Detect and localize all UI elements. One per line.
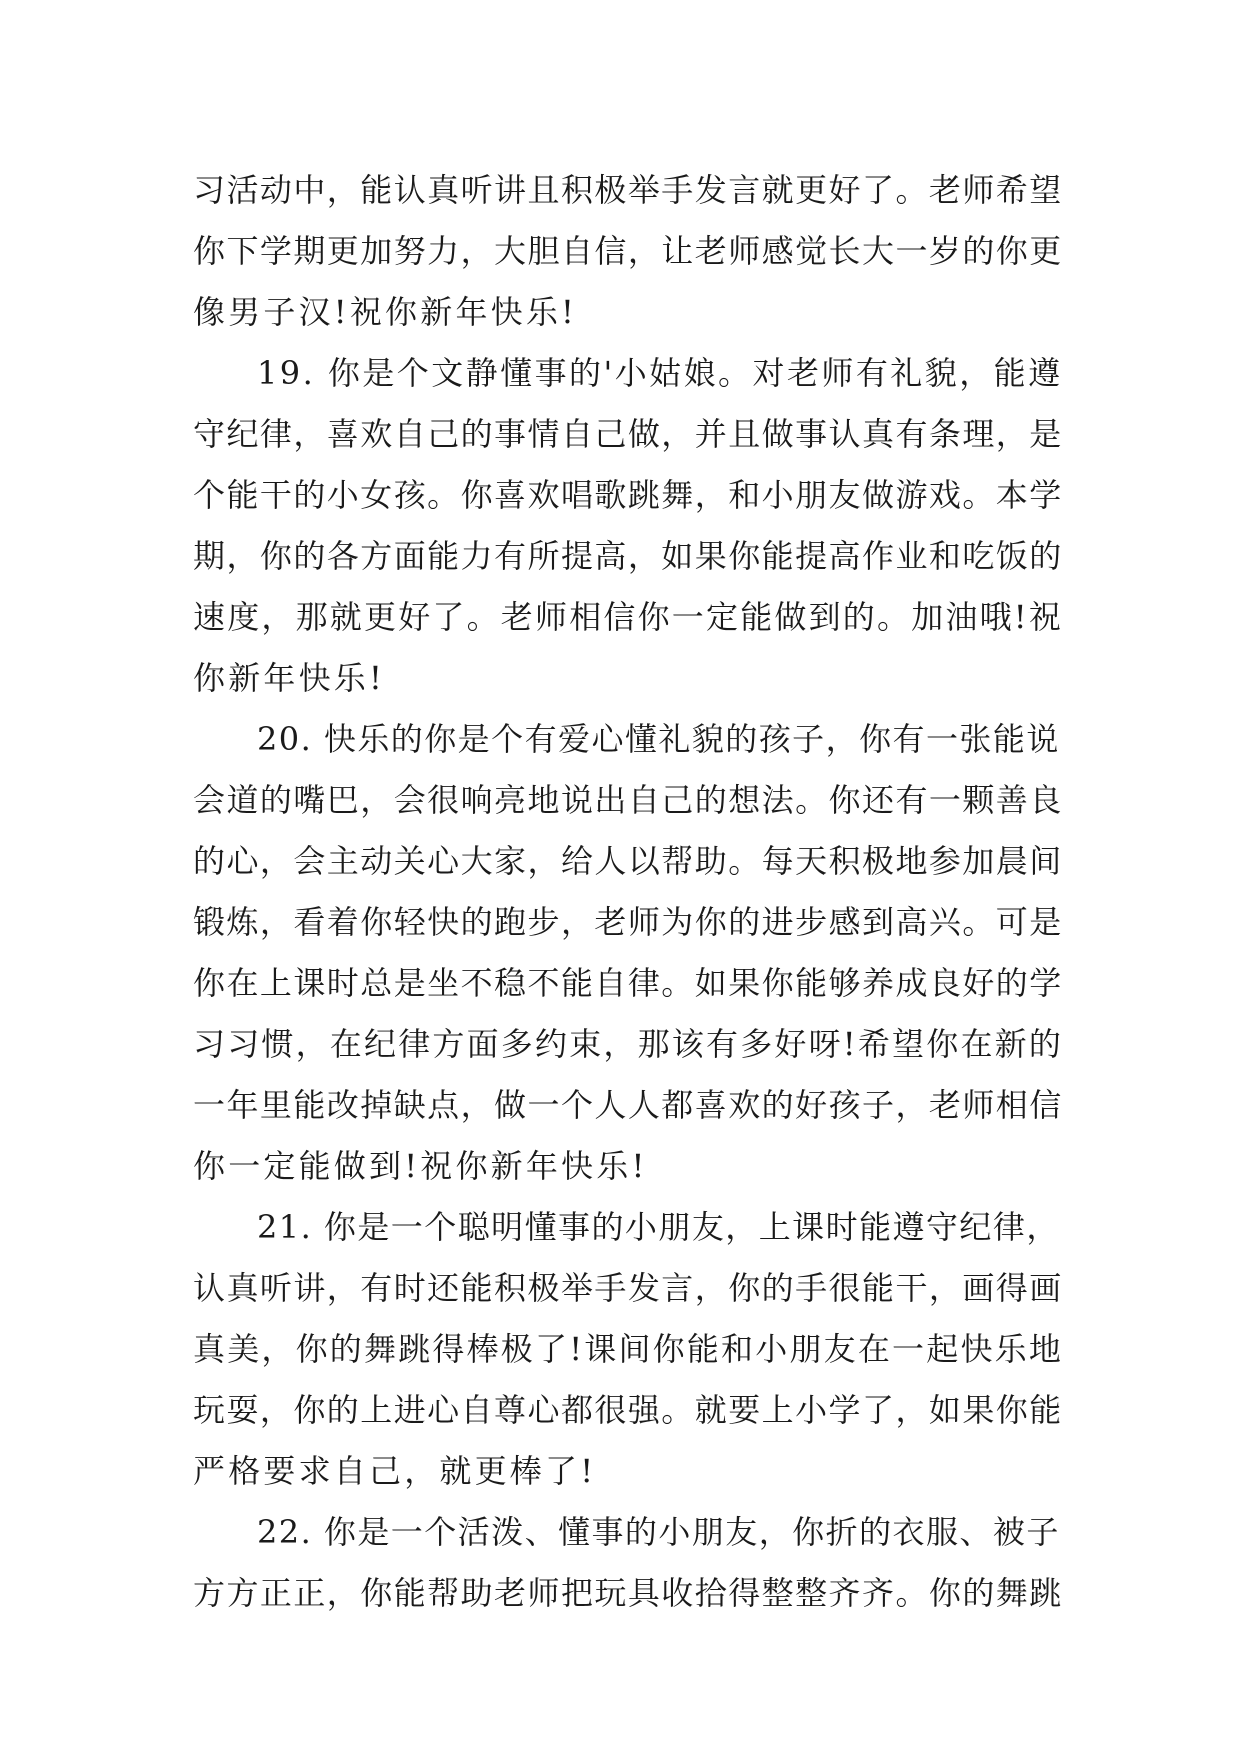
- text-line: 你在上课时总是坐不稳不能自律。如果你能够养成良好的学: [193, 964, 1063, 1002]
- text-line: 的心，会主动关心大家，给人以帮助。每天积极地参加晨间: [193, 842, 1063, 880]
- text-line: 你下学期更加努力，大胆自信，让老师感觉长大一岁的你更: [193, 232, 1063, 270]
- paragraph-start-22: 22. 你是一个活泼、懂事的小朋友，你折的衣服、被子: [257, 1513, 1060, 1551]
- text-line: 习习惯，在纪律方面多约束，那该有多好呀!希望你在新的: [193, 1025, 1064, 1063]
- text-line: 会道的嘴巴，会很响亮地说出自己的想法。你还有一颗善良: [193, 781, 1063, 819]
- text-line: 你新年快乐!: [193, 659, 386, 697]
- paragraph-start-20: 20. 快乐的你是个有爱心懂礼貌的孩子，你有一张能说: [257, 720, 1060, 758]
- text-line: 一年里能改掉缺点，做一个人人都喜欢的好孩子，老师相信: [193, 1086, 1063, 1124]
- text-line: 玩耍，你的上进心自尊心都很强。就要上小学了，如果你能: [193, 1391, 1063, 1429]
- text-line: 期，你的各方面能力有所提高，如果你能提高作业和吃饭的: [193, 537, 1063, 575]
- text-line: 认真听讲，有时还能积极举手发言，你的手很能干，画得画: [193, 1269, 1063, 1307]
- paragraph-start-21: 21. 你是一个聪明懂事的小朋友，上课时能遵守纪律，: [257, 1208, 1060, 1246]
- paragraph-start-19: 19. 你是个文静懂事的'小姑娘。对老师有礼貌，能遵: [257, 354, 1063, 392]
- text-line: 习活动中，能认真听讲且积极举手发言就更好了。老师希望: [193, 171, 1063, 209]
- text-line: 像男子汉!祝你新年快乐!: [193, 293, 578, 331]
- text-line: 真美，你的舞跳得棒极了!课间你能和小朋友在一起快乐地: [193, 1330, 1064, 1368]
- text-line: 个能干的小女孩。你喜欢唱歌跳舞，和小朋友做游戏。本学: [193, 476, 1063, 514]
- text-line: 你一定能做到!祝你新年快乐!: [193, 1147, 648, 1185]
- text-line: 锻炼，看着你轻快的跑步，老师为你的进步感到高兴。可是: [193, 903, 1063, 941]
- text-line: 守纪律，喜欢自己的事情自己做，并且做事认真有条理，是: [193, 415, 1063, 453]
- text-line: 方方正正，你能帮助老师把玩具收拾得整整齐齐。你的舞跳: [193, 1574, 1063, 1612]
- text-line: 速度，那就更好了。老师相信你一定能做到的。加油哦!祝: [193, 598, 1064, 636]
- document-body: [193, 160, 1063, 1624]
- text-line: 严格要求自己，就更棒了!: [193, 1452, 597, 1490]
